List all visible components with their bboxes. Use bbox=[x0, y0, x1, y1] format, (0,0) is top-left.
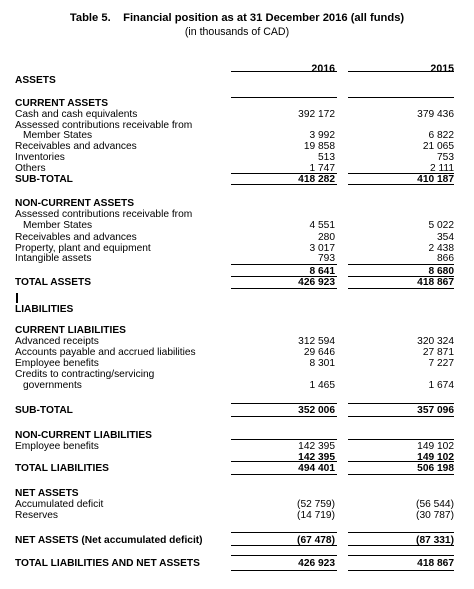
value-2015: 753 bbox=[437, 152, 454, 163]
table-row bbox=[0, 336, 474, 347]
value-2016: 1 747 bbox=[309, 163, 335, 174]
total-rule bbox=[348, 97, 454, 98]
total-rule bbox=[348, 288, 454, 289]
table-row bbox=[0, 347, 474, 358]
value-2016: 513 bbox=[318, 152, 335, 163]
value-2016: 312 594 bbox=[298, 336, 335, 347]
value-2016: 142 395 bbox=[298, 452, 335, 463]
table-row bbox=[0, 209, 474, 220]
row-label: TOTAL ASSETS bbox=[15, 277, 92, 288]
value-2016: 3 017 bbox=[309, 243, 335, 254]
table-row bbox=[0, 499, 474, 510]
value-2016: 8 641 bbox=[309, 266, 335, 277]
total-rule bbox=[231, 461, 337, 462]
total-rule bbox=[231, 403, 337, 404]
value-2015: 379 436 bbox=[417, 109, 454, 120]
row-label: Receivables and advances bbox=[15, 232, 137, 243]
row-label: NON-CURRENT ASSETS bbox=[15, 198, 135, 209]
row-label: CURRENT LIABILITIES bbox=[15, 325, 126, 336]
total-rule bbox=[348, 173, 454, 174]
value-2015: 149 102 bbox=[417, 452, 454, 463]
row-label: NET ASSETS bbox=[15, 488, 79, 499]
row-label: Advanced receipts bbox=[15, 336, 99, 347]
table-row bbox=[0, 325, 474, 336]
table-row bbox=[0, 220, 474, 231]
value-2016: 3 992 bbox=[309, 130, 335, 141]
row-label: Others bbox=[15, 163, 46, 174]
value-2016: (52 759) bbox=[297, 499, 335, 510]
row-label: Intangible assets bbox=[15, 253, 92, 264]
value-2015: 357 096 bbox=[417, 405, 454, 416]
value-2016: 142 395 bbox=[298, 441, 335, 452]
total-rule bbox=[231, 276, 337, 277]
value-2016: 352 006 bbox=[298, 405, 335, 416]
value-2015: 506 198 bbox=[417, 463, 454, 474]
value-2016: 392 172 bbox=[298, 109, 335, 120]
value-2015: 27 871 bbox=[422, 347, 454, 358]
value-2016: 1 465 bbox=[309, 380, 335, 391]
row-label: SUB-TOTAL bbox=[15, 405, 73, 416]
text-cursor bbox=[16, 293, 18, 303]
value-2016: 4 551 bbox=[309, 220, 335, 231]
row-label: NON-CURRENT LIABILITIES bbox=[15, 430, 152, 441]
total-rule bbox=[348, 555, 454, 556]
value-2015: 5 022 bbox=[428, 220, 454, 231]
table-row bbox=[0, 405, 474, 416]
row-label: Member States bbox=[23, 130, 93, 141]
table-row bbox=[0, 98, 474, 109]
total-rule bbox=[231, 416, 337, 417]
value-2016: 426 923 bbox=[298, 277, 335, 288]
column-header-2016: 2016 bbox=[311, 63, 335, 75]
row-label: NET ASSETS (Net accumulated deficit) bbox=[15, 535, 203, 546]
total-rule bbox=[348, 474, 454, 475]
table-row bbox=[0, 141, 474, 152]
total-rule bbox=[231, 439, 337, 440]
value-2015: 320 324 bbox=[417, 336, 454, 347]
total-rule bbox=[231, 264, 337, 265]
row-label: Reserves bbox=[15, 510, 59, 521]
row-label: Accumulated deficit bbox=[15, 499, 104, 510]
value-2015: 8 680 bbox=[428, 266, 454, 277]
row-label: Employee benefits bbox=[15, 441, 99, 452]
value-2015: 1 674 bbox=[428, 380, 454, 391]
total-rule bbox=[348, 545, 454, 546]
value-2015: 7 227 bbox=[428, 358, 454, 369]
value-2016: 418 282 bbox=[298, 174, 335, 185]
value-2015: (87 331) bbox=[416, 535, 454, 546]
value-2015: (56 544) bbox=[416, 499, 454, 510]
table-row bbox=[0, 130, 474, 141]
row-label: SUB-TOTAL bbox=[15, 174, 73, 185]
value-2016: 8 301 bbox=[309, 358, 335, 369]
row-label: Inventories bbox=[15, 152, 65, 163]
total-rule bbox=[231, 173, 337, 174]
value-2015: 2 111 bbox=[430, 163, 454, 174]
value-2015: 418 867 bbox=[417, 558, 454, 569]
total-rule bbox=[231, 474, 337, 475]
total-rule bbox=[348, 439, 454, 440]
total-rule bbox=[348, 416, 454, 417]
table-row bbox=[0, 304, 474, 315]
table-row bbox=[0, 152, 474, 163]
table-title: Table 5. Financial position as at 31 December 2016 (all funds) bbox=[69, 12, 405, 24]
value-2015: 6 822 bbox=[428, 130, 454, 141]
table-subtitle: (in thousands of CAD) bbox=[184, 26, 290, 38]
table-row bbox=[0, 277, 474, 288]
table-row bbox=[0, 232, 474, 243]
value-2015: 149 102 bbox=[417, 441, 454, 452]
total-rule bbox=[231, 555, 337, 556]
total-rule bbox=[231, 532, 337, 533]
row-label: Cash and cash equivalents bbox=[15, 109, 138, 120]
value-2015: 21 065 bbox=[422, 141, 454, 152]
table-row bbox=[0, 198, 474, 209]
value-2015: 866 bbox=[437, 253, 454, 264]
value-2015: 418 867 bbox=[417, 277, 454, 288]
table-row bbox=[0, 558, 474, 569]
table-row bbox=[0, 510, 474, 521]
row-label: Receivables and advances bbox=[15, 141, 137, 152]
total-rule bbox=[348, 276, 454, 277]
value-2016: 793 bbox=[318, 253, 335, 264]
total-rule bbox=[348, 570, 454, 571]
table-row bbox=[0, 75, 474, 86]
value-2016: 19 858 bbox=[303, 141, 335, 152]
row-label: CURRENT ASSETS bbox=[15, 98, 109, 109]
total-rule bbox=[348, 264, 454, 265]
total-rule bbox=[348, 184, 454, 185]
value-2016: (67 478) bbox=[297, 535, 335, 546]
column-header-2015: 2015 bbox=[430, 63, 454, 75]
total-rule bbox=[231, 545, 337, 546]
row-label: Assessed contributions receivable from bbox=[15, 209, 193, 220]
row-label: governments bbox=[23, 380, 82, 391]
total-rule bbox=[348, 403, 454, 404]
value-2016: 426 923 bbox=[298, 558, 335, 569]
row-label: Credits to contracting/servicing bbox=[15, 369, 155, 380]
row-label: Member States bbox=[23, 220, 93, 231]
row-label: Employee benefits bbox=[15, 358, 99, 369]
total-rule bbox=[231, 570, 337, 571]
value-2015: 2 438 bbox=[428, 243, 454, 254]
row-label: TOTAL LIABILITIES AND NET ASSETS bbox=[15, 558, 200, 569]
total-rule bbox=[231, 184, 337, 185]
value-2016: (14 719) bbox=[297, 510, 335, 521]
table-row bbox=[0, 109, 474, 120]
value-2016: 29 646 bbox=[303, 347, 335, 358]
row-label: Assessed contributions receivable from bbox=[15, 120, 193, 131]
row-label: Property, plant and equipment bbox=[15, 243, 151, 254]
table-row bbox=[0, 463, 474, 474]
total-rule bbox=[231, 97, 337, 98]
value-2016: 494 401 bbox=[298, 463, 335, 474]
total-rule bbox=[231, 288, 337, 289]
table-row bbox=[0, 253, 474, 264]
row-label: TOTAL LIABILITIES bbox=[15, 463, 109, 474]
table-row bbox=[0, 441, 474, 452]
row-label: ASSETS bbox=[15, 75, 56, 86]
total-rule bbox=[348, 532, 454, 533]
table-row bbox=[0, 380, 474, 391]
table-row bbox=[0, 488, 474, 499]
row-label: Accounts payable and accrued liabilities bbox=[15, 347, 196, 358]
table-row bbox=[0, 369, 474, 380]
row-label: LIABILITIES bbox=[15, 304, 74, 315]
table-row bbox=[0, 358, 474, 369]
value-2015: (30 787) bbox=[416, 510, 454, 521]
value-2015: 410 187 bbox=[417, 174, 454, 185]
value-2015: 354 bbox=[437, 232, 454, 243]
value-2016: 280 bbox=[318, 232, 335, 243]
total-rule bbox=[348, 461, 454, 462]
